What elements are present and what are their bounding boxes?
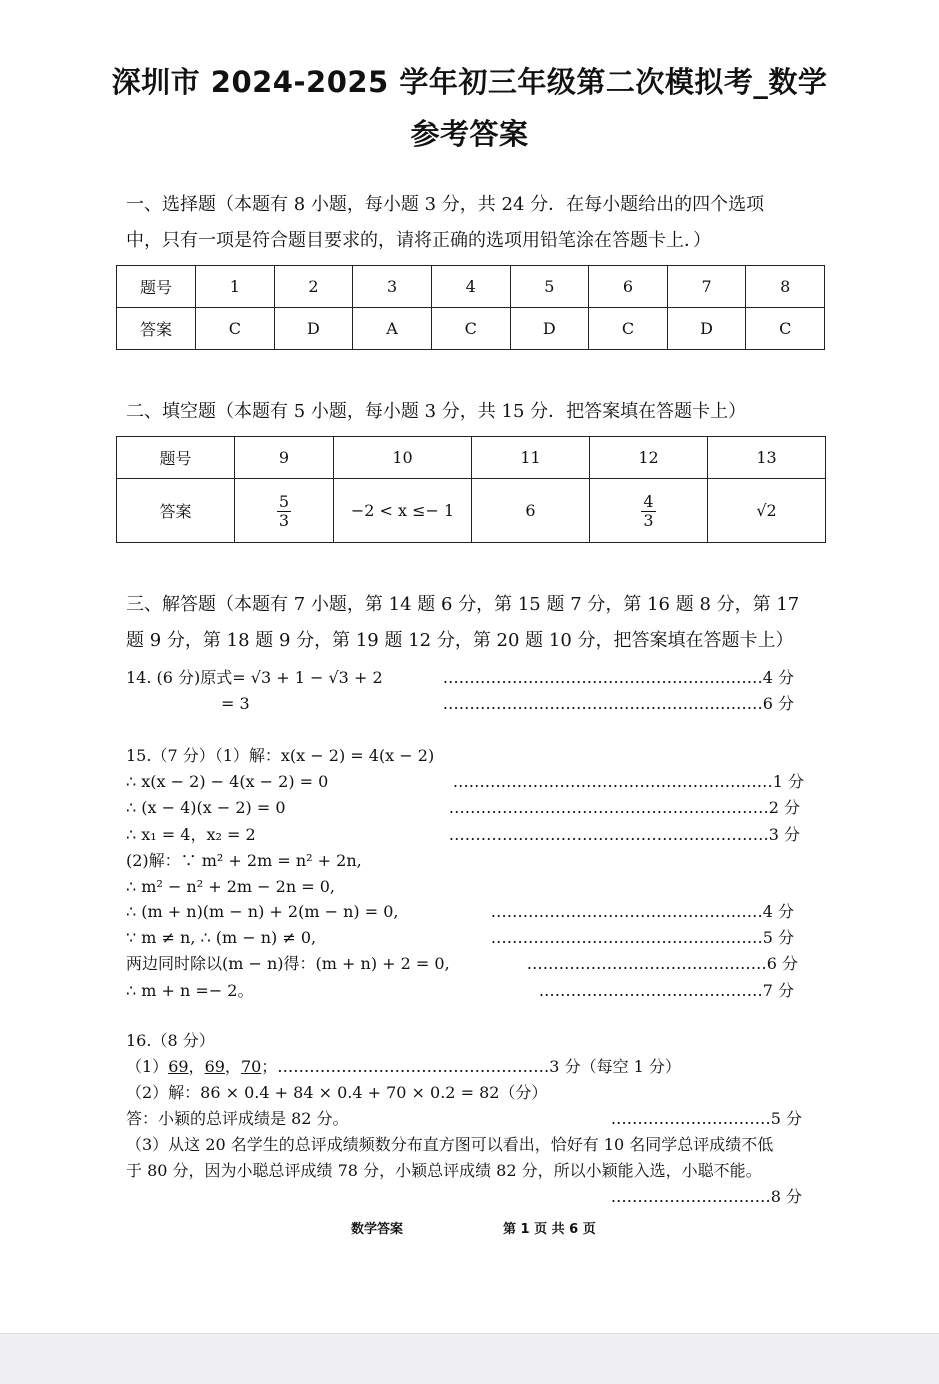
document-subtitle: 参考答案 bbox=[410, 117, 529, 151]
denominator: 3 bbox=[278, 510, 290, 530]
question-number: 3 bbox=[353, 266, 432, 308]
section2-heading: 二、填空题（本题有 5 小题，每小题 3 分，共 15 分．把答案填在答题卡上） bbox=[126, 401, 747, 422]
q15-line5: (2)解：∵ m² + 2m = n² + 2n, bbox=[126, 851, 362, 870]
row-label-answer: 答案 bbox=[117, 308, 196, 350]
answer-cell: C bbox=[431, 308, 510, 350]
answer-cell: D bbox=[510, 308, 589, 350]
q16-part1: （1）69，69，70；……………………………………………3 分（每空 1 分） bbox=[126, 1057, 681, 1076]
q14-score2: ……………………………………………………6 分 bbox=[442, 694, 794, 713]
q16-part3-line1: （3）从这 20 名学生的总评成绩频数分布直方图可以看出，恰好有 10 名同学总评成绩不低 bbox=[126, 1135, 774, 1154]
q16-part1-prefix: （1） bbox=[126, 1057, 169, 1076]
q15-line9: 两边同时除以(m − n)得：(m + n) + 2 = 0, bbox=[126, 954, 450, 973]
q16-part2: （2）解：86 × 0.4 + 84 × 0.4 + 70 × 0.2 = 82（分） bbox=[126, 1083, 548, 1102]
q15-line8: ∵ m ≠ n, ∴ (m − n) ≠ 0, bbox=[126, 928, 317, 947]
q16-part2-answer: 答：小颖的总评成绩是 82 分。 bbox=[126, 1109, 349, 1128]
q15-line10: ∴ m + n =− 2。 bbox=[126, 981, 254, 1000]
denominator: 3 bbox=[643, 510, 654, 530]
question-number: 10 bbox=[334, 437, 472, 479]
section3-heading-line1: 三、解答题（本题有 7 小题，第 14 题 6 分，第 15 题 7 分，第 16 题 8 分，第 17 bbox=[126, 594, 800, 615]
choice-answer-table bbox=[116, 265, 825, 350]
numerator: 5 bbox=[278, 491, 290, 511]
q15-score4: ……………………………………………………3 分 bbox=[448, 825, 800, 844]
q16-blank-3: 70 bbox=[240, 1057, 262, 1076]
q15-score8: ……………………………………………5 分 bbox=[490, 928, 794, 947]
question-number: 1 bbox=[196, 266, 275, 308]
section3-heading-line2: 题 9 分，第 18 题 9 分，第 19 题 12 分，第 20 题 10 分，把答案填在答题卡上） bbox=[126, 630, 794, 651]
section1-heading-line2: 中，只有一项是符合题目要求的，请将正确的选项用铅笔涂在答题卡上．） bbox=[126, 230, 711, 251]
answer-cell: A bbox=[353, 308, 432, 350]
footer-subject: 数学答案 bbox=[351, 1222, 404, 1237]
answer-11: 6 bbox=[472, 479, 590, 543]
q16-part3-line2: 于 80 分，因为小聪总评成绩 78 分，小颖总评成绩 82 分，所以小颖能入选，小聪不能。 bbox=[126, 1161, 762, 1180]
q15-line3: ∴ (x − 4)(x − 2) = 0 bbox=[126, 798, 286, 817]
footer-page-number: 第 1 页 共 6 页 bbox=[503, 1222, 596, 1237]
q15-line1: 15.（7 分）（1）解：x(x − 2) = 4(x − 2) bbox=[126, 746, 435, 765]
q15-line6: ∴ m² − n² + 2m − 2n = 0, bbox=[126, 877, 335, 896]
q16-part2-score: …………………………5 分 bbox=[610, 1109, 802, 1128]
answer-10: −2 < x ≤− 1 bbox=[334, 479, 472, 543]
q16-head: 16.（8 分） bbox=[126, 1031, 215, 1050]
question-number: 2 bbox=[274, 266, 353, 308]
document-title: 深圳市 2024-2025 学年初三年级第二次模拟考_数学 bbox=[111, 65, 828, 99]
answer-cell: C bbox=[746, 308, 825, 350]
question-number: 11 bbox=[472, 437, 590, 479]
q16-blank-1: 69 bbox=[168, 1057, 189, 1076]
answer-cell: D bbox=[667, 308, 746, 350]
question-number: 12 bbox=[590, 437, 708, 479]
answer-cell: D bbox=[274, 308, 353, 350]
question-number: 4 bbox=[431, 266, 510, 308]
q14-line2: = 3 bbox=[221, 694, 250, 713]
q15-score9: ………………………………………6 分 bbox=[526, 954, 798, 973]
q15-score3: ……………………………………………………2 分 bbox=[448, 798, 800, 817]
row-label-number: 题号 bbox=[117, 437, 235, 479]
q16-part3-score: …………………………8 分 bbox=[610, 1187, 802, 1206]
answer-cell: C bbox=[196, 308, 275, 350]
answer-9 bbox=[235, 479, 334, 543]
question-number: 9 bbox=[235, 437, 334, 479]
row-label-number: 题号 bbox=[117, 266, 196, 308]
q15-line4: ∴ x₁ = 4，x₂ = 2 bbox=[126, 825, 256, 844]
fill-blank-table bbox=[116, 436, 826, 543]
viewer-bottom-bar bbox=[0, 1333, 939, 1384]
q14-score1: ……………………………………………………4 分 bbox=[442, 668, 794, 687]
q15-line2: ∴ x(x − 2) − 4(x − 2) = 0 bbox=[126, 772, 329, 791]
answer-13: √2 bbox=[708, 479, 826, 543]
q15-line7: ∴ (m + n)(m − n) + 2(m − n) = 0, bbox=[126, 902, 399, 921]
question-number: 8 bbox=[746, 266, 825, 308]
q16-blank-2: 69 bbox=[204, 1057, 225, 1076]
fraction bbox=[641, 493, 655, 530]
q16-part1-suffix: ；……………………………………………3 分（每空 1 分） bbox=[261, 1057, 681, 1076]
q14-line1: 14. (6 分)原式= √3 + 1 − √3 + 2 bbox=[126, 668, 383, 687]
question-number: 5 bbox=[510, 266, 589, 308]
question-number: 7 bbox=[667, 266, 746, 308]
fraction bbox=[277, 493, 291, 530]
numerator: 4 bbox=[643, 491, 654, 511]
answer-cell: C bbox=[589, 308, 668, 350]
question-number: 13 bbox=[708, 437, 826, 479]
q15-score2: ……………………………………………………1 分 bbox=[452, 772, 804, 791]
section1-heading-line1: 一、选择题（本题有 8 小题，每小题 3 分，共 24 分．在每小题给出的四个选项 bbox=[126, 194, 765, 215]
q15-score10: ……………………………………7 分 bbox=[538, 981, 794, 1000]
question-number: 6 bbox=[589, 266, 668, 308]
answer-12 bbox=[590, 479, 708, 543]
row-label-answer: 答案 bbox=[117, 479, 235, 543]
q15-score7: ……………………………………………4 分 bbox=[490, 902, 794, 921]
